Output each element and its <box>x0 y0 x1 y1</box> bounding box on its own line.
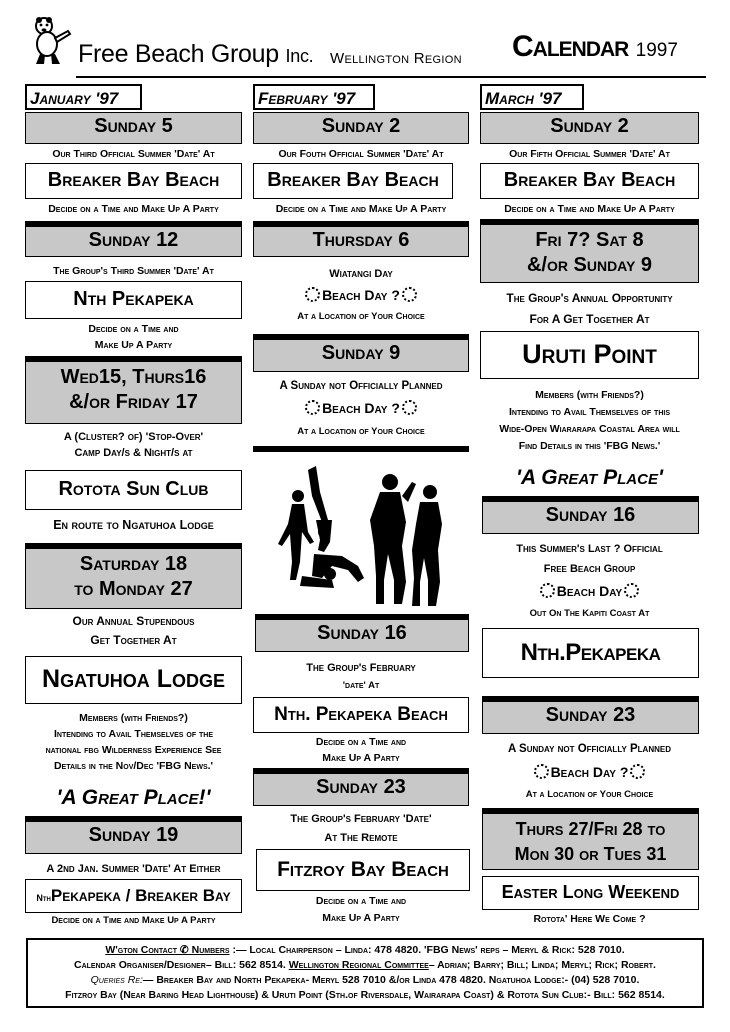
mar-e4-note: At a Location of Your Choice <box>525 789 654 800</box>
jan-e3-day2: &/or Friday 17 <box>69 391 198 413</box>
mar-e2-day1: Fri 7? Sat 8 <box>535 229 644 251</box>
jan-e2-note1: Decide on a Time and <box>88 323 179 335</box>
jan-e1-intro: Our Third Official Summer 'Date' At <box>52 148 215 160</box>
month-february: February '97 <box>253 84 375 110</box>
mar-e5-day2: Mon 30 or Tues 31 <box>514 844 667 864</box>
jan-sunday-19-header: Sunday 19 <box>25 816 242 854</box>
sun-icon <box>540 583 555 598</box>
sun-icon <box>305 287 320 302</box>
feb-e4-note1: Decide on a Time and <box>315 736 407 748</box>
jan-e5-place-name: Pekapeka / Breaker Bay <box>50 886 231 905</box>
feb-e4-intro2: 'date' At <box>342 680 380 691</box>
sun-icon <box>402 287 417 302</box>
feb-sunday-16-header: Sunday 16 <box>255 614 469 652</box>
jan-e4-intro1: Our Annual Stupendous <box>72 614 195 628</box>
feb-e3-note: At a Location of Your Choice <box>297 426 425 437</box>
footer-line-2-members: – Adrian; Barry; Bill; Linda; Meryl; Rick; Robert. <box>428 959 656 971</box>
dancers-silhouette-image <box>272 462 450 610</box>
mar-e2-slogan: 'A Great Place' <box>516 466 663 489</box>
jan-e3-day1: Wed15, Thurs16 <box>60 366 207 388</box>
month-january: January '97 <box>25 84 142 110</box>
jan-wed15-header <box>25 356 242 424</box>
jan-e5-note: Decide on a Time and Make Up A Party <box>51 915 216 926</box>
calendar-title: Calendar 1997 <box>512 30 678 63</box>
mar-e2-intro2: For A Get Together At <box>529 312 650 326</box>
mar-e2-note3: Wide-Open Wiararapa Coastal Area will <box>499 423 680 435</box>
mar-e3-note: Out On The Kapiti Coast At <box>529 608 650 619</box>
calendar-year: 1997 <box>635 40 678 61</box>
jan-e3-intro2: Camp Day/s & Night/s at <box>74 447 193 459</box>
feb-e1-place: Breaker Bay Beach <box>253 163 453 199</box>
footer-line-2 <box>34 958 696 973</box>
mar-e2-day2: &/or Sunday 9 <box>526 254 653 276</box>
jan-e4-intro2: Get Together At <box>90 633 177 647</box>
mar-e3-intro1: This Summer's Last ? Official <box>516 543 663 555</box>
jan-e5-place-prefix: Nth <box>36 893 51 903</box>
mar-e1-place: Breaker Bay Beach <box>480 163 699 199</box>
header-rule <box>76 76 706 78</box>
feb-e4-place: Nth. Pekapeka Beach <box>253 697 469 733</box>
sun-icon <box>534 764 549 779</box>
feb-e3-beach-day: Beach Day ? <box>253 400 469 416</box>
mar-e5-day1: Thurs 27/Fri 28 to <box>515 819 666 839</box>
jan-e4-note4: Details in the Nov/Dec 'FBG News.' <box>53 760 214 772</box>
mar-sunday-2-header: Sunday 2 <box>480 112 699 144</box>
mar-e3-intro2: Free Beach Group <box>543 563 636 575</box>
feb-e5-intro2: At The Remote <box>324 832 398 844</box>
queries-label: Queries Re: <box>90 974 143 986</box>
sun-icon <box>630 764 645 779</box>
jan-sunday-5-header: Sunday 5 <box>25 112 242 144</box>
jan-e4-place: Ngatuhoa Lodge <box>25 656 242 704</box>
mar-thurs-27-header <box>482 808 699 870</box>
mar-e2-note4: Find Details in this 'FBG News.' <box>518 440 661 452</box>
jan-e4-note3: national fbg Wilderness Experience See <box>45 744 222 756</box>
jan-e4-note1: Members (with Friends?) <box>79 712 188 724</box>
jan-e5-place <box>25 879 242 913</box>
feb-sunday-9-header: Sunday 9 <box>253 334 469 372</box>
mar-e5-place: Easter Long Weekend <box>482 876 699 910</box>
feb-e2-note: At a Location of Your Choice <box>297 311 425 322</box>
mar-e4-intro: A Sunday not Officially Planned <box>507 743 672 755</box>
footer-line-4: Fitzroy Bay (Near Baring Head Lighthouse) & Uruti Point (Sth.of Riversdale, Wairarapa Coast) & Rotota Sun Club:- Bill: 562 8514. <box>65 989 665 1001</box>
mar-e3-beach-day: Beach Day <box>480 583 699 599</box>
mar-e1-note: Decide on a Time and Make Up A Party <box>504 203 675 215</box>
jan-e2-place: Nth Pekapeka <box>25 281 242 319</box>
jan-e2-note2: Make Up A Party <box>94 339 173 351</box>
footer-line-1 <box>34 943 696 958</box>
mar-fri-7-header <box>480 219 699 283</box>
jan-e4-slogan: 'A Great Place!' <box>56 786 211 809</box>
org-name: Free Beach Group Inc. <box>78 40 314 68</box>
feb-e1-intro: Our Fouth Official Summer 'Date' At <box>278 148 444 160</box>
region-label: Wellington Region <box>330 50 462 67</box>
feb-e4-note2: Make Up A Party <box>322 752 400 764</box>
mar-sunday-16-header: Sunday 16 <box>482 496 699 534</box>
mar-e2-note2: Intending to Avail Themselves of this <box>508 406 670 418</box>
feb-e5-intro1: The Group's February 'Date' <box>290 813 432 825</box>
feb-e5-place: Fitzroy Bay Beach <box>256 849 470 891</box>
feb-e4-intro1: The Group's February <box>306 662 416 674</box>
sun-icon <box>402 400 417 415</box>
contact-label: W'gton Contact ✆ Numbers <box>105 944 230 956</box>
feb-sunday-23-header: Sunday 23 <box>253 768 469 806</box>
footer-line-1-text: :— Local Chairperson – Linda: 478 4820. 'FBG News' reps – Meryl & Rick: 528 7010. <box>232 944 625 956</box>
committee-label: Wellington Regional Committee <box>288 959 429 971</box>
feb-e1-note: Decide on a Time and Make Up A Party <box>275 203 447 215</box>
mar-e2-intro1: The Group's Annual Opportunity <box>506 291 673 305</box>
jan-e3-intro1: A (Cluster? of) 'Stop-Over' <box>63 431 204 443</box>
feb-sunday-2-header: Sunday 2 <box>253 112 469 144</box>
mar-e5-note: Rotota' Here We Come ? <box>533 913 646 925</box>
sun-icon <box>305 400 320 415</box>
jan-e2-intro: The Group's Third Summer 'Date' At <box>53 265 214 277</box>
feb-divider <box>253 446 469 452</box>
org-suffix: Inc. <box>285 46 314 66</box>
jan-e4-note2: Intending to Avail Themselves of the <box>53 728 214 740</box>
mar-e4-beach-day: Beach Day ? <box>480 764 699 780</box>
feb-e5-note2: Make Up A Party <box>322 912 400 924</box>
feb-e2-beach-day: Beach Day ? <box>253 287 469 303</box>
jan-e4-day1: Saturday 18 <box>79 553 188 575</box>
bear-logo-icon <box>30 16 74 66</box>
jan-sunday-12-header: Sunday 12 <box>25 221 242 257</box>
footer-line-2-organiser: Calendar Organiser/Designer– Bill: 562 8514. <box>74 959 286 971</box>
jan-e1-place: Breaker Bay Beach <box>25 163 242 199</box>
jan-e1-note: Decide on a Time and Make Up A Party <box>48 203 219 215</box>
jan-e3-place: Rotota Sun Club <box>25 470 242 510</box>
mar-e2-note1: Members (with Friends?) <box>535 389 644 401</box>
contact-footer <box>26 938 704 1008</box>
mar-e2-place: Uruti Point <box>480 331 699 379</box>
jan-e3-note: En route to Ngatuhoa Lodge <box>53 518 214 532</box>
mar-e1-intro: Our Fifth Official Summer 'Date' At <box>509 148 670 160</box>
footer-line-3 <box>34 973 696 988</box>
feb-thursday-6-header: Thursday 6 <box>253 221 469 257</box>
jan-e5-intro: A 2nd Jan. Summer 'Date' At Either <box>46 863 221 875</box>
footer-line-3-text: — Breaker Bay and North Pekapeka- Meryl 528 7010 &/or Linda 478 4820. Ngatuhoa Lodge:- (04) 528 7010. <box>142 974 640 986</box>
feb-e5-note1: Decide on a Time and <box>315 895 407 907</box>
jan-saturday-18-header <box>25 543 242 609</box>
month-march: March '97 <box>480 84 584 110</box>
mar-e3-place: Nth.Pekapeka <box>482 628 699 678</box>
jan-e4-day2: to Monday 27 <box>74 578 193 600</box>
sun-icon <box>624 583 639 598</box>
feb-e3-intro: A Sunday not Officially Planned <box>279 380 443 392</box>
feb-e2-intro: Wiatangi Day <box>329 268 393 280</box>
mar-sunday-23-header: Sunday 23 <box>482 696 699 734</box>
